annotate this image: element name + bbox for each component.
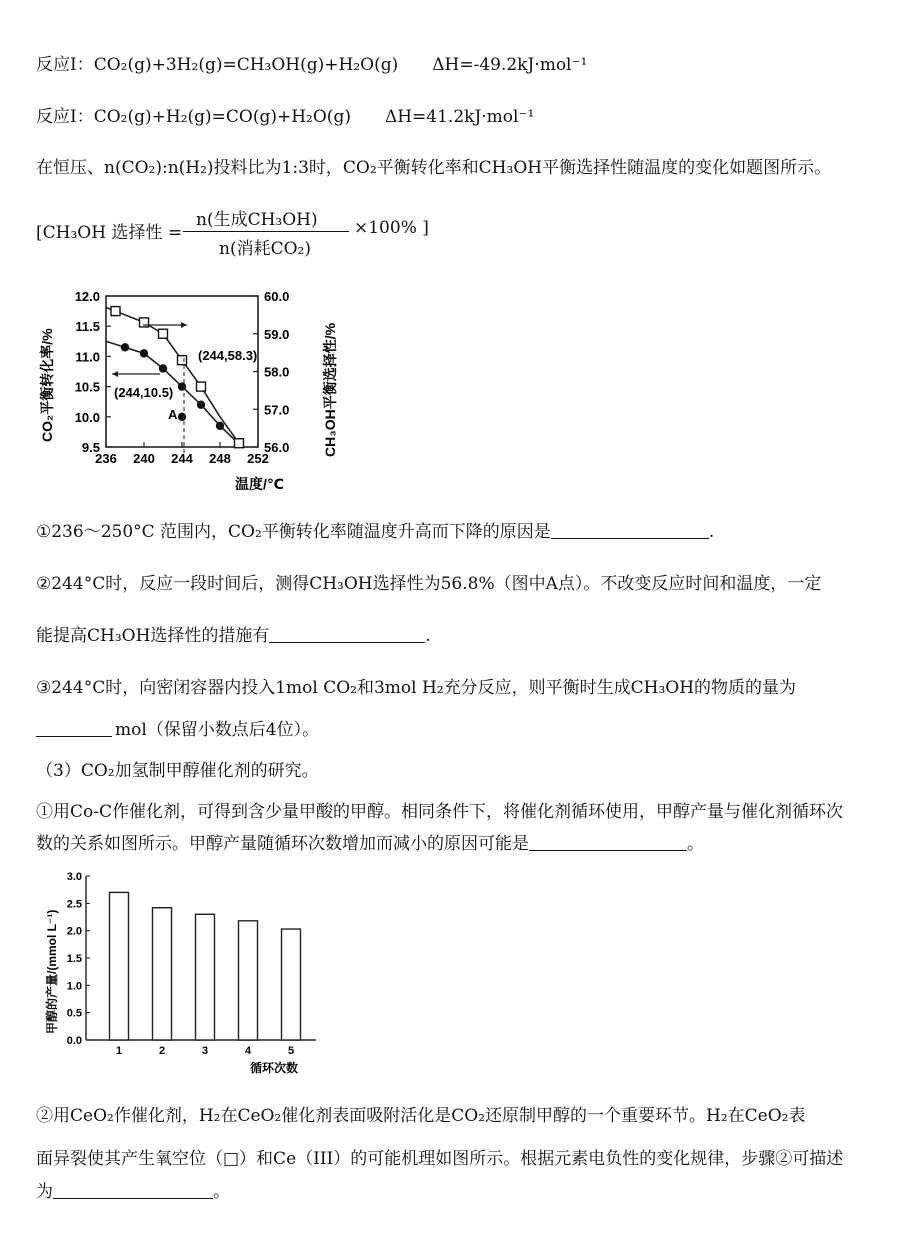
part-1-end: 。 xyxy=(687,834,704,854)
x-tick-label: 240 xyxy=(133,451,155,466)
part-2-line-1: ②用CeO₂作催化剂，H₂在CeO₂催化剂表面吸附活化是CO₂还原制甲醇的一个重要环节。H₂在CeO₂表 xyxy=(36,1106,806,1126)
right-axis-label: CH₃OH平衡选择性/% xyxy=(322,322,338,457)
left-axis-label: CO₂平衡转化率/% xyxy=(39,328,55,442)
part-2-end: 。 xyxy=(213,1182,230,1202)
left-tick-label: 11.0 xyxy=(75,349,100,365)
answer-blank-3[interactable] xyxy=(36,720,112,737)
left-tick-label: 10.5 xyxy=(74,379,100,395)
question-1 xyxy=(36,520,714,544)
left-tick-label: 11.5 xyxy=(75,319,100,335)
part-1-line-1: ①用Co-C作催化剂，可得到含少量甲酸的甲醇。相同条件下，将催化剂循环使用，甲醇产量与催化剂循环次 xyxy=(36,802,843,822)
selectivity-point xyxy=(235,439,244,448)
x-axis-label: 温度/℃ xyxy=(235,476,284,492)
x-tick-label: 244 xyxy=(171,451,193,466)
selectivity-point xyxy=(197,382,206,391)
left-tick-label: 9.5 xyxy=(81,440,100,455)
question-3-text: mol（保留小数点后4位）。 xyxy=(115,720,320,740)
question-3-line-1: ③244°C时，向密闭容器内投入1mol CO₂和3mol H₂充分反应，则平衡时生成CH₃OH的物质的量为 xyxy=(36,678,797,698)
bar-x-tick-label: 4 xyxy=(244,1045,252,1057)
bar-y-tick-label: 1.0 xyxy=(66,980,82,993)
annotation-244-58.3: (244,58.3) xyxy=(198,348,258,363)
bar-cycle-1 xyxy=(110,892,129,1040)
reaction-2: 反应Ⅰ：CO₂(g)+H₂(g)=CO(g)+H₂O(g) ΔH=41.2kJ·mol⁻¹ xyxy=(36,107,535,127)
bar-y-tick-label: 0.0 xyxy=(66,1035,82,1047)
left-tick-label: 12.0 xyxy=(74,289,100,304)
right-tick-label: 56.0 xyxy=(264,440,290,455)
bar-y-tick-label: 2.0 xyxy=(66,925,82,938)
bar-cycle-5 xyxy=(282,929,301,1040)
part-1-line-2 xyxy=(36,832,704,856)
answer-blank-4[interactable] xyxy=(529,834,687,851)
part-2-text: 为 xyxy=(36,1182,53,1202)
selectivity-point xyxy=(111,307,120,316)
question-2-line-2 xyxy=(36,624,431,648)
question-2-end: . xyxy=(425,626,431,646)
question-2-text: 能提高CH₃OH选择性的措施有 xyxy=(36,626,270,646)
bar-y-tick-label: 3.0 xyxy=(66,871,82,883)
bar-x-tick-label: 3 xyxy=(201,1045,209,1057)
bar-cycle-2 xyxy=(153,908,172,1040)
bar-y-axis-label: 甲醇的产量/(mmol L⁻¹) xyxy=(45,909,59,1034)
annotation-244-10.5: (244,10.5) xyxy=(114,385,174,400)
bar-x-tick-label: 1 xyxy=(115,1045,123,1057)
bar-x-tick-label: 5 xyxy=(287,1045,295,1057)
right-tick-label: 60.0 xyxy=(264,289,290,304)
bar-y-tick-label: 1.5 xyxy=(66,953,82,965)
conversion-point xyxy=(216,422,224,430)
point-A-label: A xyxy=(168,407,178,422)
answer-blank-5[interactable] xyxy=(53,1182,213,1199)
formula-right: ×100% ] xyxy=(354,218,429,238)
conversion-point xyxy=(197,401,205,409)
part-1-text: 数的关系如图所示。甲醇产量随循环次数增加而减小的原因可能是 xyxy=(36,834,529,854)
bar-x-tick-label: 2 xyxy=(158,1045,166,1057)
right-tick-label: 58.0 xyxy=(264,364,290,380)
cycle-bar-chart xyxy=(36,866,336,1088)
bar-cycle-3 xyxy=(196,914,215,1040)
condition-text: 在恒压、n(CO₂):n(H₂)投料比为1:3时，CO₂平衡转化率和CH₃OH平衡选择性随温度的变化如题图所示。 xyxy=(36,158,832,178)
equilibrium-chart xyxy=(30,282,360,497)
bar-y-tick-label: 2.5 xyxy=(66,898,82,911)
question-2-line-1: ②244°C时，反应一段时间后，测得CH₃OH选择性为56.8%（图中A点）。不改变反应时间和温度，一定 xyxy=(36,574,822,594)
formula-numerator: n(生成CH₃OH) xyxy=(196,210,318,230)
x-tick-label: 248 xyxy=(209,451,231,466)
conversion-point xyxy=(178,382,186,390)
fraction-bar xyxy=(183,231,349,232)
answer-blank-2[interactable] xyxy=(269,626,425,643)
conversion-point xyxy=(121,343,129,351)
question-1-text: ①236～250°C 范围内，CO₂平衡转化率随温度升高而下降的原因是 xyxy=(36,522,551,542)
selectivity-point xyxy=(178,356,187,365)
part-2-line-3 xyxy=(36,1180,230,1204)
selectivity-point xyxy=(159,329,168,338)
bar-cycle-4 xyxy=(239,921,258,1040)
question-3-line-2 xyxy=(36,718,319,742)
conversion-point xyxy=(140,349,148,357)
x-tick-label: 252 xyxy=(247,451,269,466)
right-tick-label: 59.0 xyxy=(264,326,290,342)
reaction-1: 反应Ⅰ：CO₂(g)+3H₂(g)=CH₃OH(g)+H₂O(g) ΔH=-49.2kJ·mol⁻¹ xyxy=(36,55,588,75)
left-tick-label: 10.0 xyxy=(74,409,100,425)
bar-y-tick-label: 0.5 xyxy=(66,1007,82,1020)
section-3-heading: （3）CO₂加氢制甲醇催化剂的研究。 xyxy=(36,761,319,781)
x-tick-label: 236 xyxy=(95,451,117,466)
question-1-end: . xyxy=(708,522,715,542)
right-tick-label: 57.0 xyxy=(264,402,290,418)
formula-left: [CH₃OH 选择性 = xyxy=(36,223,183,243)
conversion-point xyxy=(159,364,167,372)
formula-denominator: n(消耗CO₂) xyxy=(219,239,311,259)
answer-blank-1[interactable] xyxy=(551,522,709,539)
bar-x-axis-label: 循环次数 xyxy=(250,1061,299,1075)
part-2-line-2: 面异裂使其产生氧空位（□）和Ce（III）的可能机理如图所示。根据元素电负性的变化规律，步骤②可描述 xyxy=(36,1149,844,1169)
point-A xyxy=(178,413,186,421)
